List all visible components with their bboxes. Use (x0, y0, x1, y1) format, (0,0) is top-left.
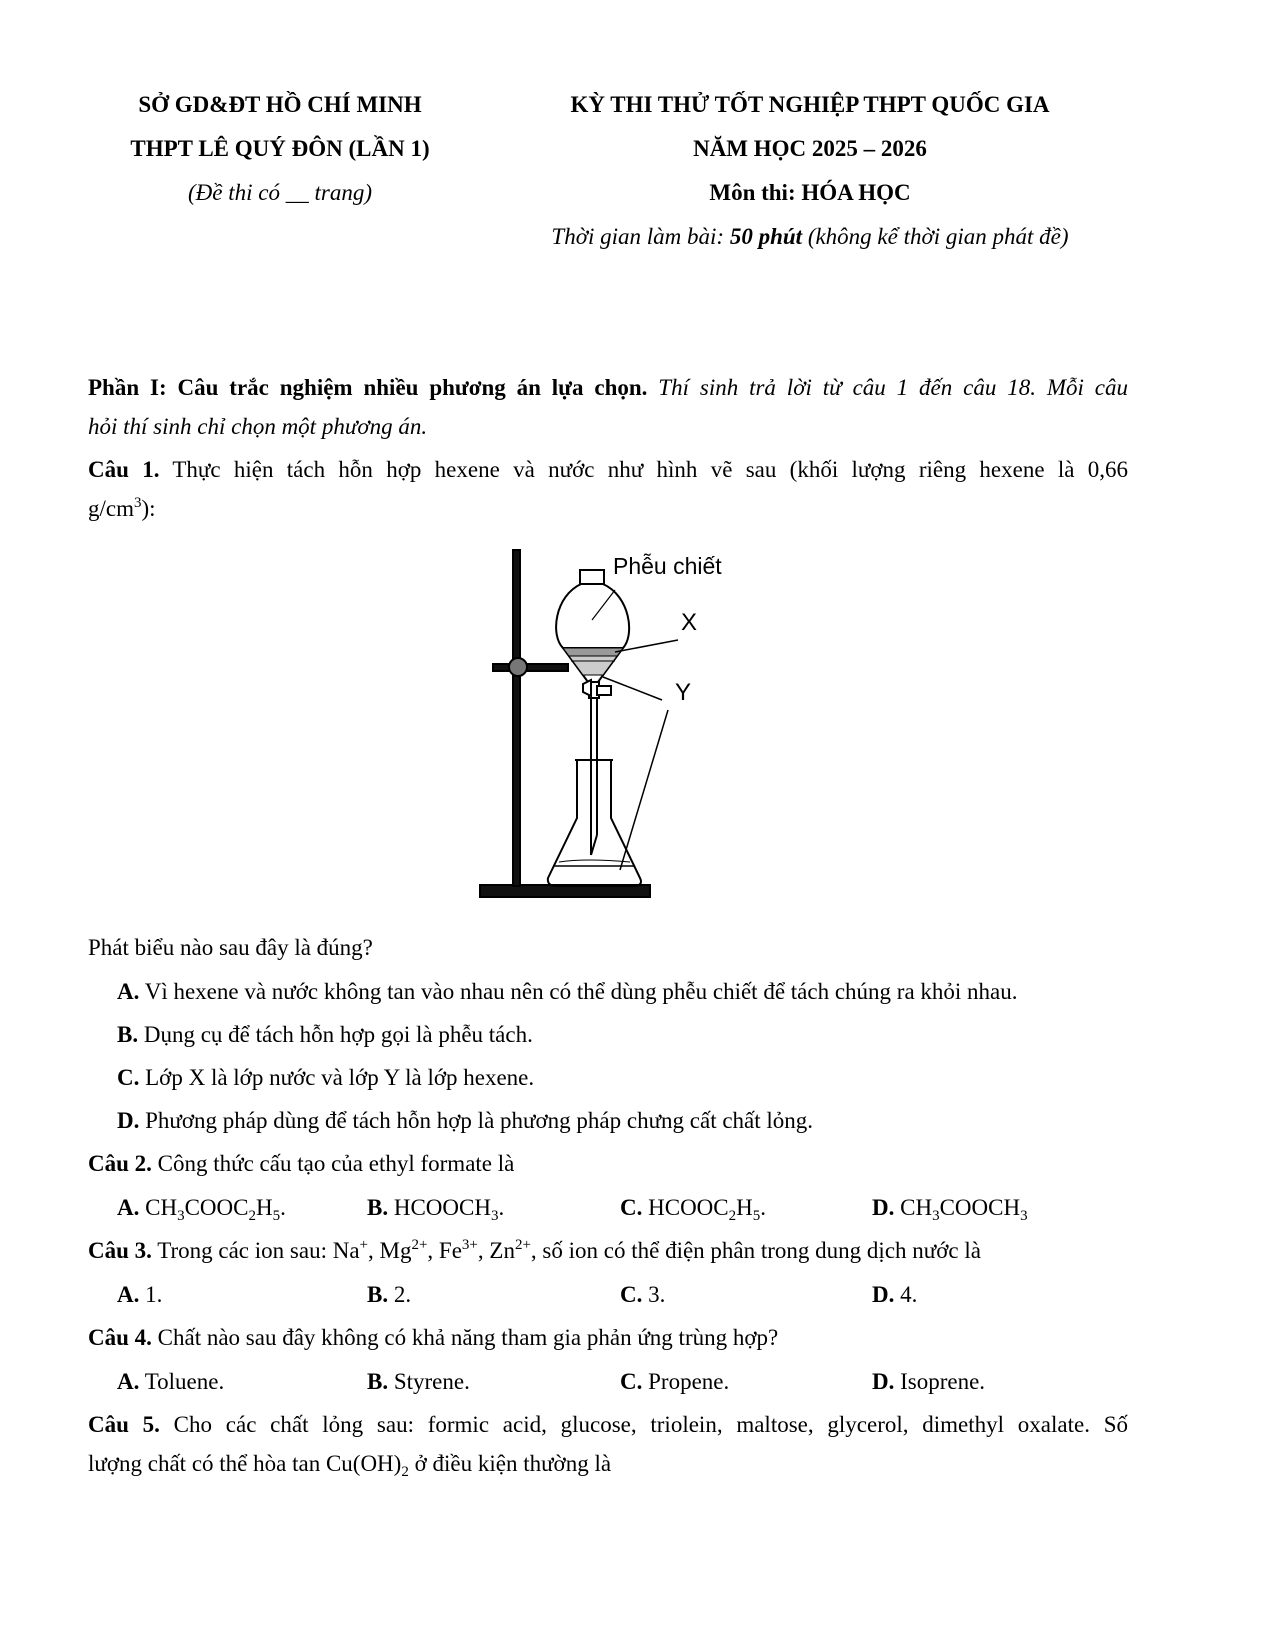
formula-part: CH (894, 1195, 933, 1220)
q4-option-a[interactable] (117, 1367, 224, 1397)
q2-stem (88, 1149, 514, 1179)
q1-label: Câu 1. (88, 457, 160, 482)
q3-text: , Mg (368, 1238, 412, 1263)
q1-stem-cont (88, 494, 156, 524)
option-key: A. (117, 979, 140, 1004)
figure-x-label: X (681, 609, 698, 636)
formula-part: . (498, 1195, 505, 1220)
formula-sub: 3 (177, 1208, 185, 1224)
q3-option-b[interactable] (367, 1280, 411, 1310)
q1-text: Thực hiện tách hỗn hợp hexene và nước như hình vẽ sau (khối lượng riêng hexene là 0,66 (159, 457, 1129, 482)
funnel-bulb (556, 584, 629, 648)
q3-text: Trong các ion sau: Na (151, 1238, 360, 1263)
formula-sub: 2 (728, 1208, 737, 1224)
subject: Môn thi: HÓA HỌC (709, 180, 911, 205)
q1-stem (88, 455, 1128, 485)
formula-part: HCOOC (642, 1195, 729, 1220)
option-text: Toluene. (139, 1369, 225, 1394)
formula-part: HCOOCH (388, 1195, 491, 1220)
q3-option-d[interactable] (872, 1280, 917, 1310)
q4-stem (88, 1323, 778, 1353)
figure-title-label: Phễu chiết (613, 553, 722, 579)
option-text: 2. (388, 1282, 412, 1307)
formula-sub: 5 (752, 1208, 761, 1224)
option-text: 4. (894, 1282, 918, 1307)
q1-unit: g/cm (88, 496, 134, 521)
stand-rod (513, 550, 520, 886)
q1-option-a[interactable] (117, 977, 1018, 1007)
time-limit-value: 50 phút (729, 224, 803, 249)
option-key: B. (117, 1022, 139, 1047)
q5-stem (88, 1410, 1128, 1440)
formula-sub: 2 (248, 1208, 256, 1224)
stopcock-knob (583, 680, 591, 696)
part1-heading (88, 373, 1128, 403)
formula-sub: 5 (272, 1208, 281, 1224)
q3-text: , Fe (427, 1238, 462, 1263)
q1-option-c[interactable] (117, 1063, 534, 1093)
q4-label: Câu 4. (88, 1325, 152, 1350)
formula-sub: 2 (401, 1464, 409, 1480)
q3-text: , số ion có thể điện phân trong dung dịch nước là (530, 1238, 981, 1263)
school-year: NĂM HỌC 2025 – 2026 (693, 136, 927, 161)
formula-sub: 3 (1020, 1208, 1028, 1224)
part1-title: Phần I: Câu trắc nghiệm nhiều phương án lựa chọn. (88, 375, 648, 400)
clamp-screw (509, 658, 527, 676)
figure-y-label: Y (675, 679, 692, 706)
school-department: SỞ GD&ĐT HỒ CHÍ MINH (138, 92, 422, 117)
option-text: Vì hexene và nước không tan vào nhau nên có thể dùng phễu chiết để tách chúng ra khỏi nhau. (139, 979, 1018, 1004)
q4-option-b[interactable] (367, 1367, 470, 1397)
formula-sub: 3 (490, 1208, 499, 1224)
option-key: B. (367, 1369, 389, 1394)
option-key: D. (117, 1108, 140, 1133)
ion-charge: 2+ (411, 1237, 428, 1253)
q1-prompt: Phát biểu nào sau đây là đúng? (88, 935, 373, 960)
option-key: C. (620, 1369, 643, 1394)
option-text: Dụng cụ để tách hỗn hợp gọi là phễu tách. (138, 1022, 533, 1047)
school-name: THPT LÊ QUÝ ĐÔN (LẦN 1) (130, 136, 430, 161)
part1-instruction-cont: hỏi thí sinh chỉ chọn một phương án. (88, 414, 428, 439)
option-key: C. (620, 1195, 643, 1220)
formula-part: COOC (184, 1195, 249, 1220)
ion-charge: + (359, 1237, 368, 1253)
ion-charge: 3+ (461, 1237, 478, 1253)
option-text: Lớp X là lớp nước và lớp Y là lớp hexene. (139, 1065, 535, 1090)
option-text: Phương pháp dùng để tách hỗn hợp là phương pháp chưng cất chất lỏng. (139, 1108, 814, 1133)
q1-option-d[interactable] (117, 1106, 813, 1136)
option-text: Propene. (642, 1369, 730, 1394)
q1-unit-end: ): (141, 496, 156, 521)
q3-text: , Zn (477, 1238, 515, 1263)
option-key: A. (117, 1282, 140, 1307)
conical-flask (548, 760, 641, 886)
q1-unit-sup: 3 (134, 495, 142, 511)
q2-option-d[interactable] (872, 1193, 1028, 1223)
q2-option-b[interactable] (367, 1193, 504, 1223)
q4-option-c[interactable] (620, 1367, 729, 1397)
option-key: C. (620, 1282, 643, 1307)
option-key: B. (367, 1282, 389, 1307)
layer-y (569, 656, 617, 675)
formula-part: COOCH (939, 1195, 1021, 1220)
option-text: Styrene. (388, 1369, 470, 1394)
formula-part: H (736, 1195, 753, 1220)
option-key: A. (117, 1369, 140, 1394)
time-limit-post: (không kể thời gian phát đề) (802, 224, 1069, 249)
option-key: A. (117, 1195, 140, 1220)
stopcock-handle (597, 686, 611, 695)
exam-title: KỲ THI THỬ TỐT NGHIỆP THPT QUỐC GIA (570, 92, 1050, 117)
formula-sub: 3 (932, 1208, 940, 1224)
option-text: 1. (139, 1282, 163, 1307)
option-key: D. (872, 1369, 895, 1394)
separatory-funnel-figure (485, 553, 775, 950)
q1-option-b[interactable] (117, 1020, 533, 1050)
q5-text-cont: lượng chất có thể hòa tan Cu(OH) (88, 1451, 402, 1476)
part1-instruction: Thí sinh trả lời từ câu 1 đến câu 18. Mỗi câu (647, 375, 1128, 400)
layer-x (563, 648, 623, 656)
option-key: D. (872, 1195, 895, 1220)
formula-part: CH (139, 1195, 178, 1220)
option-text: Isoprene. (894, 1369, 986, 1394)
page-count-note: (Đề thi có __ trang) (188, 180, 372, 205)
q3-label: Câu 3. (88, 1238, 152, 1263)
q5-label: Câu 5. (88, 1412, 160, 1437)
formula-part: . (760, 1195, 767, 1220)
ion-charge: 2+ (514, 1237, 531, 1253)
time-limit (500, 224, 1120, 250)
q3-option-c[interactable] (620, 1280, 665, 1310)
option-key: C. (117, 1065, 140, 1090)
q3-option-a[interactable] (117, 1280, 162, 1310)
q2-option-c[interactable] (620, 1193, 766, 1223)
q5-text-end: ở điều kiện thường là (408, 1451, 612, 1476)
option-key: D. (872, 1282, 895, 1307)
option-key: B. (367, 1195, 389, 1220)
q5-stem-cont (88, 1449, 611, 1479)
q4-text: Chất nào sau đây không có khả năng tham gia phản ứng trùng hợp? (151, 1325, 779, 1350)
q2-option-a[interactable] (117, 1193, 286, 1223)
funnel-stopper (580, 570, 604, 584)
q4-option-d[interactable] (872, 1367, 985, 1397)
pointer-y-2 (620, 710, 668, 870)
option-text: 3. (642, 1282, 666, 1307)
formula-part: . (280, 1195, 286, 1220)
clamp-arm (493, 664, 568, 671)
q3-stem (88, 1236, 981, 1266)
q5-text: Cho các chất lỏng sau: formic acid, glucose, triolein, maltose, glycerol, dimethyl oxalate. Số (159, 1412, 1129, 1437)
q2-label: Câu 2. (88, 1151, 152, 1176)
formula-part: H (255, 1195, 273, 1220)
time-limit-pre: Thời gian làm bài: (551, 224, 730, 249)
q2-text: Công thức cấu tạo của ethyl formate là (151, 1151, 515, 1176)
